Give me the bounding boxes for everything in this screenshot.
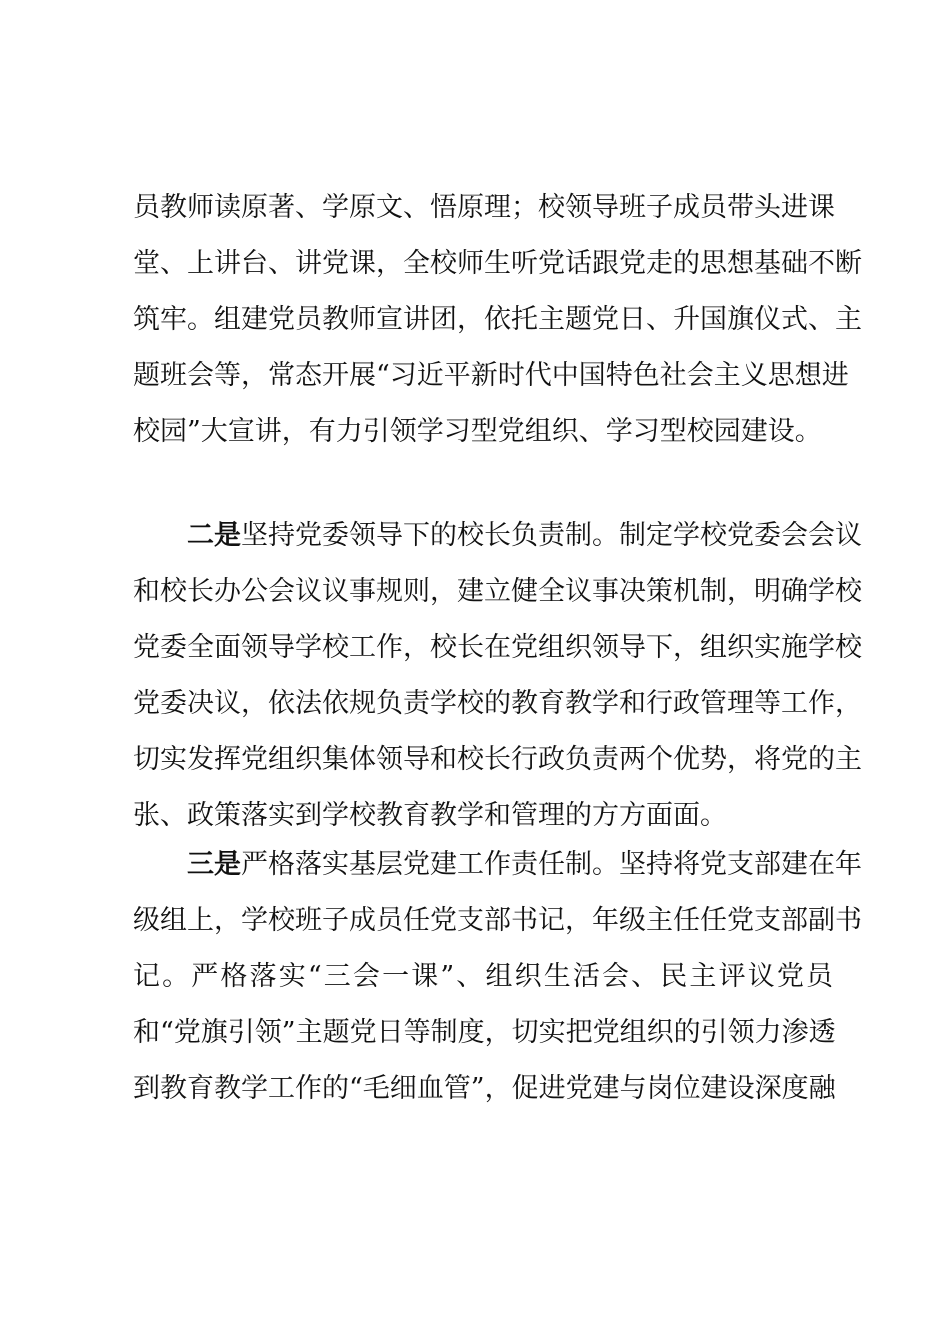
text-line: 和校长办公会议议事规则，建立健全议事决策机制，明确学校: [133, 576, 862, 607]
text-line: 筑牢。组建党员教师宣讲团，依托主题党日、升国旗仪式、主: [133, 304, 862, 335]
text-line: 切实发挥党组织集体领导和校长行政负责两个优势，将党的主: [133, 744, 862, 775]
text-line: 校园”大宣讲，有力引领学习型党组织、学习型校园建设。: [133, 416, 822, 447]
text-line: 题班会等，常态开展“习近平新时代中国特色社会主义思想进: [133, 360, 849, 391]
text-line: 和“党旗引领”主题党日等制度，切实把党组织的引领力渗透: [133, 1017, 836, 1048]
text-line: 记。严格落实“三会一课”、组织生活会、民主评议党员: [133, 961, 833, 992]
paragraph-3: [133, 837, 862, 1117]
paragraph-first-line: [133, 837, 862, 893]
paragraph-first-line-text: 坚持党委领导下的校长负责制。制定学校党委会会议: [241, 520, 862, 551]
paragraph-lead: 三是: [187, 849, 241, 880]
text-line: 到教育教学工作的“毛细血管”，促进党建与岗位建设深度融: [133, 1073, 836, 1104]
paragraph-lead: 二是: [187, 520, 241, 551]
paragraph-1: [133, 180, 862, 460]
text-line: 党委全面领导学校工作，校长在党组织领导下，组织实施学校: [133, 632, 862, 663]
paragraph-first-line-text: 严格落实基层党建工作责任制。坚持将党支部建在年: [241, 849, 862, 880]
paragraph-first-line: [133, 508, 862, 564]
text-line: 党委决议，依法依规负责学校的教育教学和行政管理等工作，: [133, 688, 862, 719]
text-line: 张、政策落实到学校教育教学和管理的方方面面。: [133, 800, 727, 831]
text-line: 堂、上讲台、讲党课，全校师生听党话跟党走的思想基础不断: [133, 248, 862, 279]
text-line: 级组上，学校班子成员任党支部书记，年级主任任党支部副书: [133, 905, 862, 936]
text-line: 员教师读原著、学原文、悟原理；校领导班子成员带头进课: [133, 192, 835, 223]
paragraph-2: [133, 508, 862, 844]
